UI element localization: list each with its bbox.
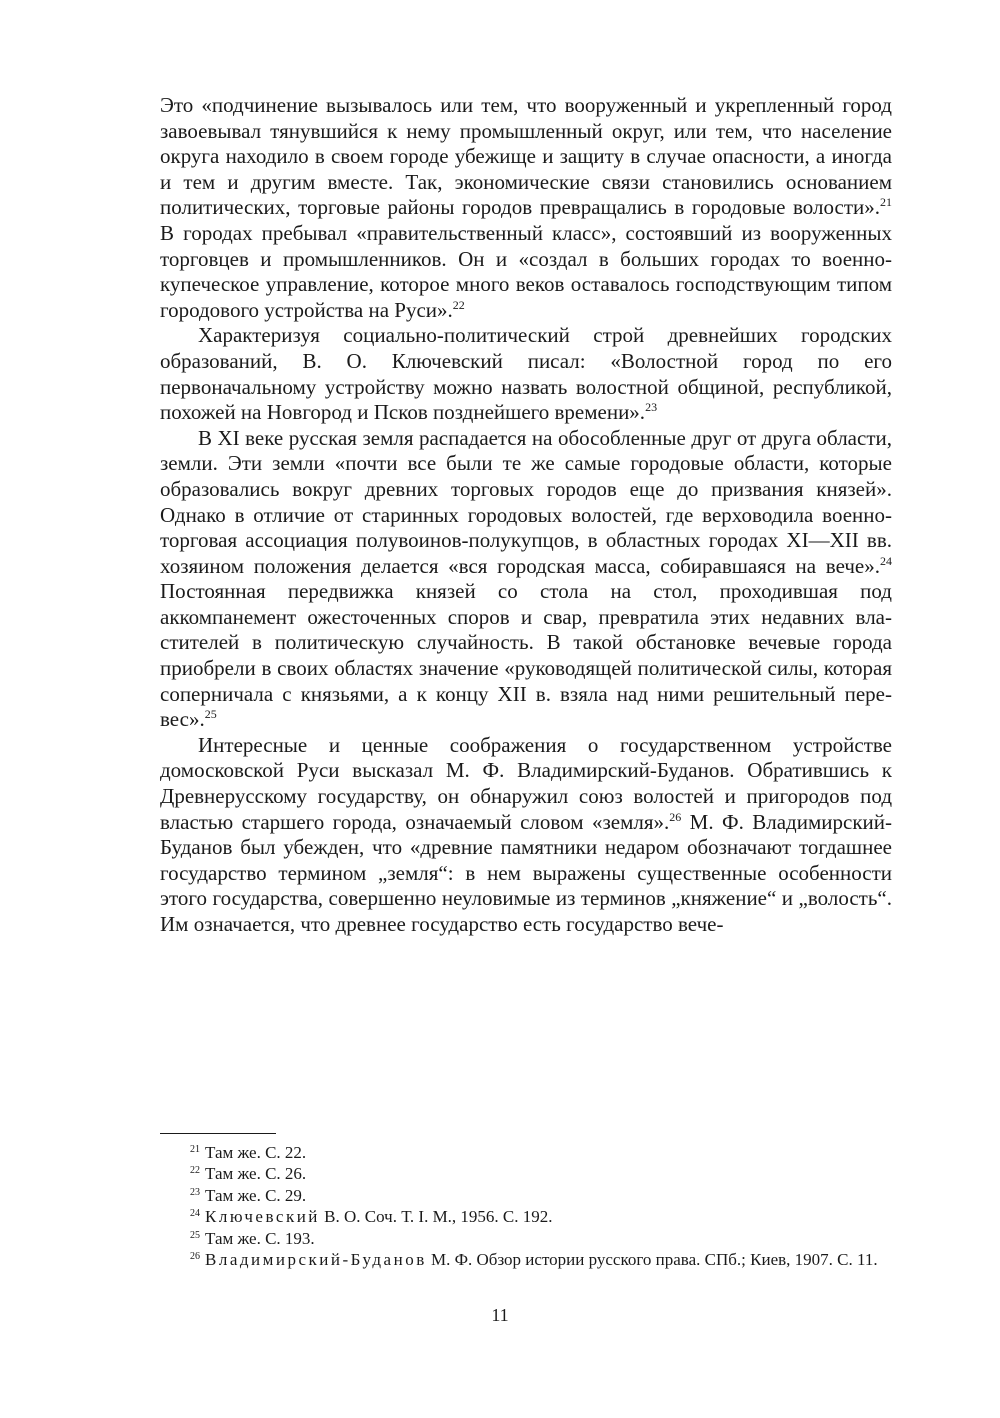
- text-run: М. Ф. Владимирский-Буданов был убежден, что «древние памятники недаром обозначают тогдашнее государство термином „земля“: в нем выражены существенные особенности этого государства, совершенно неуловимые из терминов „княжение“ и „волость“. Им означается, что древнее государство есть государство вече-: [160, 809, 892, 936]
- footnote-number: 26: [190, 1251, 200, 1263]
- footnote-number: 22: [190, 1165, 200, 1177]
- paragraph-3: [160, 426, 892, 733]
- footnote-24: [160, 1206, 892, 1227]
- footnote-text: Там же. С. 29.: [205, 1185, 307, 1205]
- footnote-23: [160, 1185, 892, 1206]
- footnote-text: Там же. С. 26.: [205, 1164, 307, 1184]
- text-run: Интересные и ценные соображения о государственном устройстве домосковской Руси высказал М. Ф. Владимирский-Буданов. Обратившись к Древнерусскому государству, он обнаружил союз волостей и пригородов под властью старшего города, означаемый словом «земля».: [160, 732, 892, 834]
- footnote-26: [160, 1249, 892, 1270]
- footnote-text: Там же. С. 193.: [205, 1228, 315, 1248]
- footnote-ref-22: 22: [452, 297, 465, 312]
- footnote-text: М. Ф. Обзор истории русского права. СПб.; Киев, 1907. С. 11.: [426, 1250, 878, 1270]
- text-run: В XI веке русская земля распадается на обособленные друг от друга области, земли. Эти земли «почти все были те же самые городовые области, которые образовались вокруг древних торговых городов еще до призвания князей». Однако в отличие от старинных городовых волостей, где верховодила военно-торговая ассоциация полувоинов-полукупцов, в областных городах XI—XII вв. хозяином положения делается «вся городская масса, собиравшаяся на вече».: [160, 425, 892, 578]
- footnote-author: Владимирский-Буданов: [205, 1250, 427, 1270]
- footnote-ref-25: 25: [204, 707, 217, 722]
- footnote-author: Ключевский: [205, 1207, 320, 1227]
- footnote-text: Там же. С. 22.: [205, 1143, 307, 1162]
- footnote-separator: [160, 1133, 276, 1134]
- footnote-text: В. О. Соч. Т. I. М., 1956. С. 192.: [319, 1207, 553, 1227]
- text-run: В городах пребывал «правительственный класс», состоявший из вооруженных торговцев и промышленников. Он и «создал в больших городах то военно-купеческое управление, которое много веков оставалось господствующим типом городового устройства на Руси».: [160, 220, 892, 322]
- footnotes: [160, 1142, 892, 1270]
- footnote-ref-26: 26: [669, 809, 682, 824]
- text-run: Постоянная передвижка князей со стола на стол, проходившая под аккомпанемент ожесточенных споров и свар, превратила этих недавних властителей в политическую случайность. В такой обстановке вечевые города приобрели в своих областях значение «руководящей политической силы, которая соперничала с князьями, а к концу XII в. взяла над ними решительный перевес».: [160, 579, 892, 732]
- footnote-ref-24: 24: [880, 553, 892, 568]
- footnote-number: 24: [190, 1208, 200, 1220]
- paragraph-2: [160, 323, 892, 425]
- page-number: 11: [491, 1305, 509, 1325]
- footnote-number: 21: [190, 1144, 200, 1155]
- text-run: Характеризуя социально-политический строй древнейших городских образований, В. О. Ключевский писал: «Волостной город по его первоначальному устройству можно назвать волостной общиной, республикой, похожей на Новгород и Псков позднейшего времени».: [160, 323, 892, 425]
- footnote-25: [160, 1228, 892, 1249]
- main-text: [160, 93, 892, 938]
- paragraph-1: [160, 93, 892, 323]
- footnote-21: [160, 1142, 892, 1163]
- footnote-number: 23: [190, 1186, 200, 1198]
- footnote-ref-21: 21: [880, 195, 892, 210]
- footnote-ref-23: 23: [645, 400, 658, 415]
- footnote-number: 25: [190, 1229, 200, 1241]
- text-run: Это «подчинение вызывалось или тем, что вооруженный и укрепленный город завоевывал тянувшийся к нему промышленный округ, или тем, что население округа находило в своем городе убежище и защиту в случае опасности, а иногда и тем и другим вместе. Так, экономические связи становились основанием политических, торговые районы городов превращались в городовые волости».: [160, 93, 892, 220]
- paragraph-4: [160, 733, 892, 938]
- footnote-22: [160, 1163, 892, 1184]
